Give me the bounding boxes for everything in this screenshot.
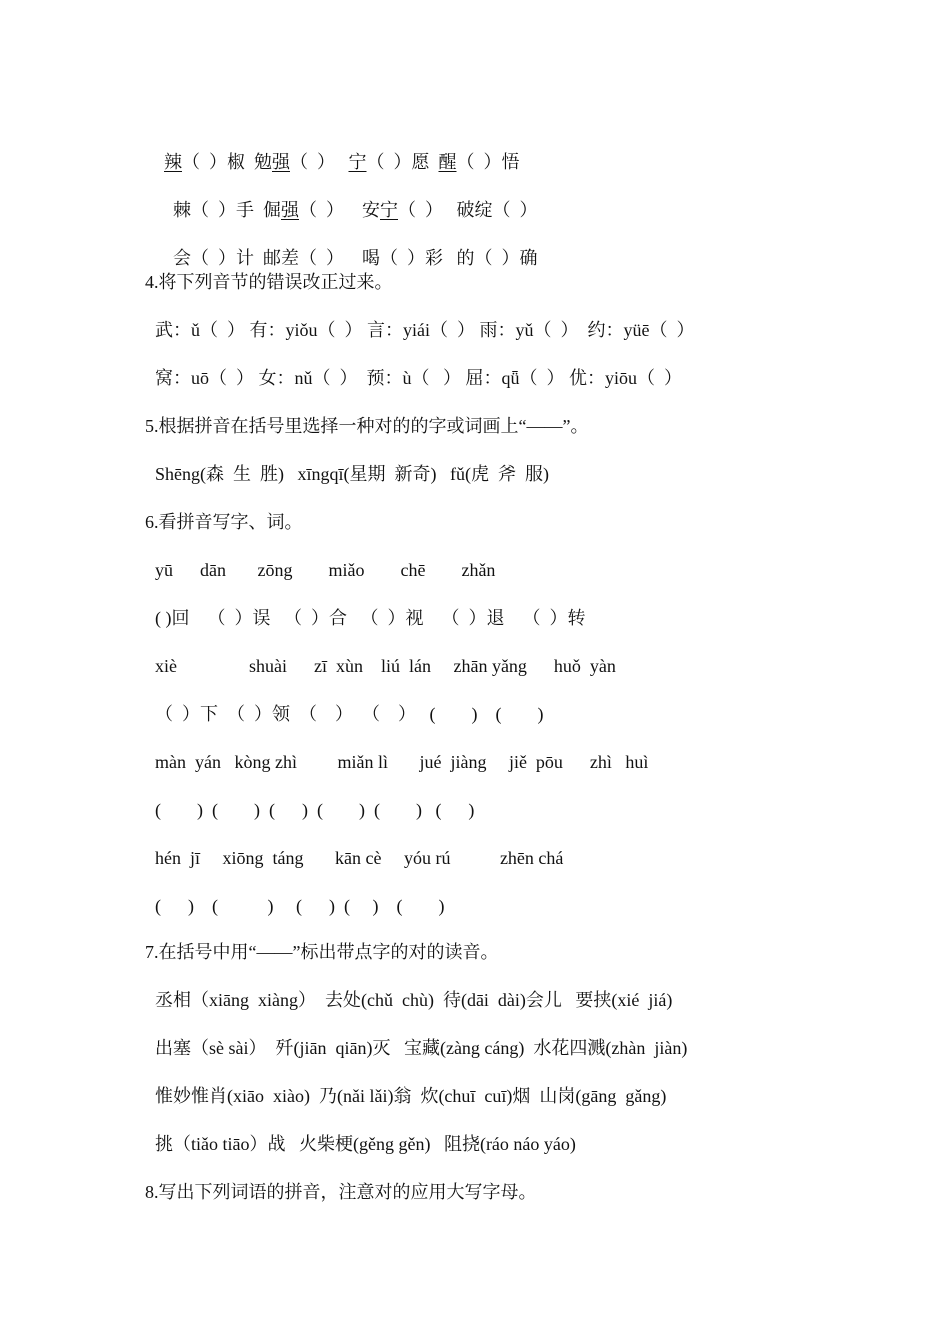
q3-word: 宁 [348,152,367,172]
q7-line: 挑（tiǎo tiāo）战 火柴梗(gěng gěn) 阻挠(ráo náo yáo) [155,1134,576,1154]
q3-blank-text: （ ）椒 勉 [182,152,272,172]
q3-text: （ ） 安 [299,200,380,220]
q4-line: 窝：uō（ ） 女：nǔ（ ） 预：ù（ ） 屈：qǖ（ ） 优：yiōu（ ） [155,368,682,388]
q8-heading: 8.写出下列词语的拼音，注意对的应用大写字母。 [145,1182,537,1202]
q7-heading: 7.在括号中用“——”标出带点字的对的读音。 [145,942,499,962]
q3-word: 宁 [380,200,398,220]
q4-heading: 4.将下列音节的错误改正过来。 [145,272,393,292]
q5-line: Shēng(森 生 胜) xīngqī(星期 新奇) fǔ(虎 斧 服) [155,464,549,484]
q3-word: 醒 [438,152,457,172]
q7-line: 惟妙惟肖(xiāo xiào) 乃(nǎi lǎi)翁 炊(chuī cuī)烟 山岗(gāng gǎng) [155,1086,667,1106]
q3-line-2 [155,174,538,222]
q6-answer-row: ( ) ( ) ( ) ( ) ( ) ( ) [155,800,475,820]
q6-pinyin-row: màn yán kòng zhì miǎn lì jué jiàng jiě pōu zhì huì [155,752,649,772]
q3-text: 棘（ ）手 倔 [164,200,281,220]
q7-line: 出塞（sè sài） 歼(jiān qiān)灭 宝藏(zàng cáng) 水花四溅(zhàn jiàn) [155,1038,688,1058]
q3-line-3 [155,222,538,270]
q6-answer-row: ( ) ( ) ( ) ( ) ( ) [155,896,445,916]
q5-heading: 5.根据拼音在括号里选择一种对的的字或词画上“——”。 [145,416,589,436]
q7-line: 丞相（xiāng xiàng） 去处(chǔ chù) 待(dāi dài)会儿 要挟(xié jiá) [155,990,673,1010]
q3-text: 会（ ）计 邮差（ ） 喝（ ）彩 的（ ）确 [164,248,538,268]
q3-word: 辣 [164,152,182,172]
q6-pinyin-row: xiè shuài zī xùn liú lán zhān yǎng huǒ yàn [155,656,616,676]
q6-pinyin-row: hén jī xiōng táng kān cè yóu rú zhēn chá [155,848,564,868]
q4-line: 武：ǔ（ ） 有：yiǒu（ ） 言：yiái（ ） 雨：yǔ（ ） 约：yüē（ ） [155,320,695,340]
q6-heading: 6.看拼音写字、词。 [145,512,303,532]
q3-blank-text: （ ） [290,152,349,172]
q3-word: 强 [281,200,299,220]
q6-pinyin-row: yū dān zōng miǎo chē zhǎn [155,560,496,580]
q6-answer-row: （ ）下 （ ）领 （ ） （ ） ( ) ( ) [155,704,544,724]
q3-blank-text: （ ）悟 [456,152,520,172]
q3-line-1 [155,126,520,174]
q3-blank-text: （ ）愿 [366,152,439,172]
q3-text: （ ） 破绽（ ） [398,200,538,220]
q3-word: 强 [272,152,290,172]
q6-answer-row: ( )回 （ ）误 （ ）合 （ ）视 （ ）退 （ ）转 [155,608,586,628]
